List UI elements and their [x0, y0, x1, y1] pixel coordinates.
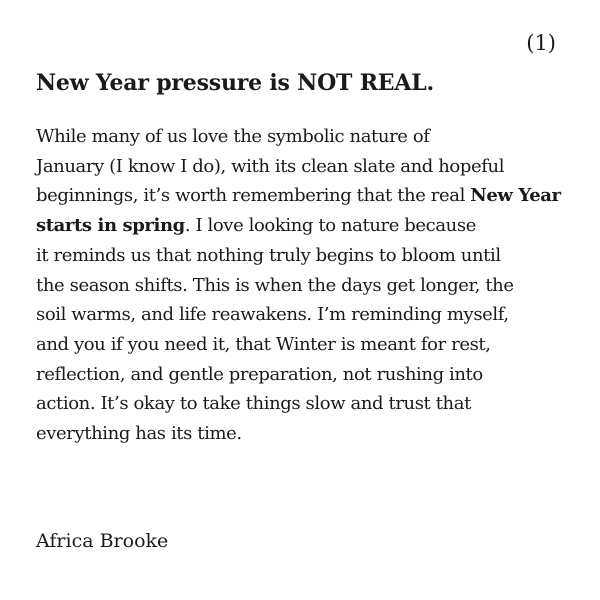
body-paragraph — [36, 122, 566, 449]
body-line-10: action. It’s okay to take things slow and trust that — [36, 393, 471, 415]
body-line-5: it reminds us that nothing truly begins to bloom until — [36, 244, 501, 266]
body-line-2: January (I know I do), with its clean slate and hopeful — [36, 155, 505, 177]
page-title: New Year pressure is NOT REAL. — [36, 70, 434, 96]
body-line-11: everything has its time. — [36, 423, 242, 445]
body-line-6: the season shifts. This is when the days get longer, the — [36, 274, 514, 296]
body-line-1: While many of us love the symbolic nature of — [36, 126, 430, 147]
body-line-8: and you if you need it, that Winter is meant for rest, — [36, 333, 491, 355]
body-line-9: reflection, and gentle preparation, not rushing into — [36, 363, 483, 385]
body-line-4: . I love looking to nature because — [184, 215, 476, 237]
emphasis-new-year-spring: New Year starts in spring — [36, 185, 561, 237]
page-number: (1) — [526, 31, 556, 55]
body-line-7: soil warms, and life reawakens. I’m reminding myself, — [36, 304, 509, 326]
author-name: Africa Brooke — [36, 530, 169, 552]
body-line-3: beginnings, it’s worth remembering that the real — [36, 185, 471, 207]
